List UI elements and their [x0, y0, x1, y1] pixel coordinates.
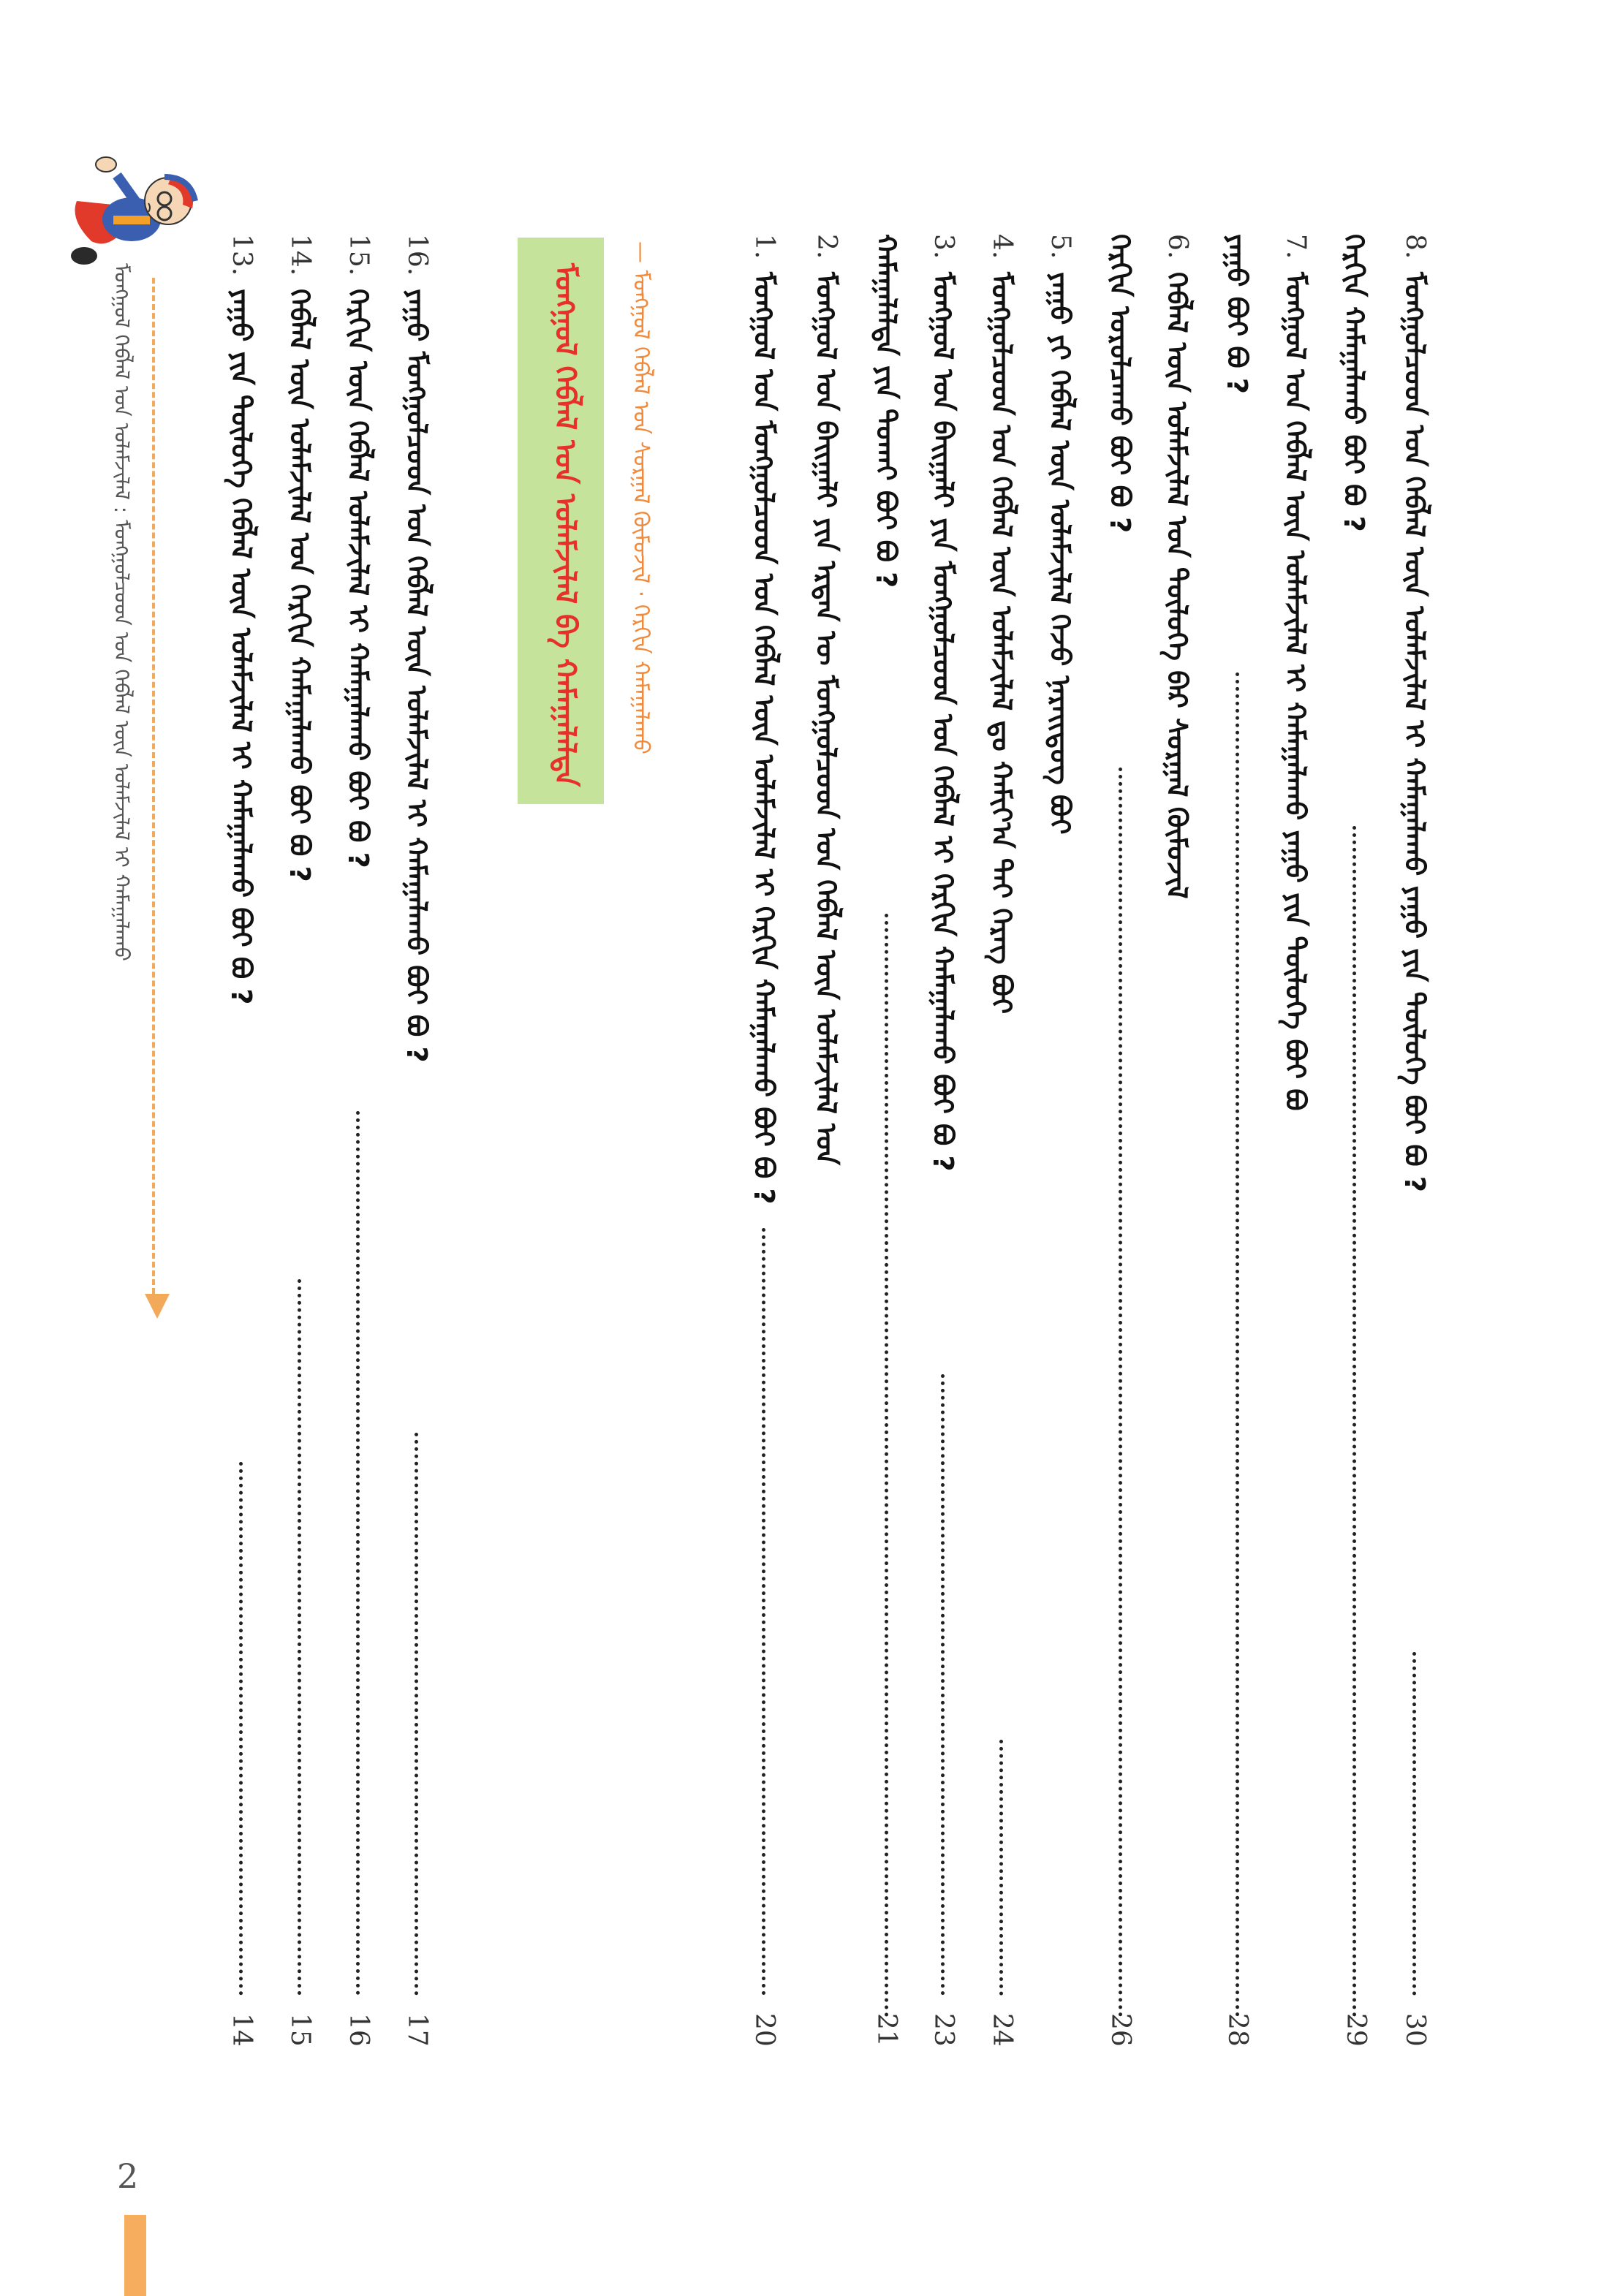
entry-page: 26	[1105, 2013, 1135, 2047]
entry-page: 21	[871, 2013, 901, 2047]
entry-title: ᠮᠣᠩᠭᠣᠯ ᠤᠨ ᠪᠠᠢᠭᠠᠯᠢ ᠶᠢᠨ ᠮᠣᠩᠭᠣᠯᠴᠤᠳ ᠤᠨ ᠬᠡᠪᠯᠡᠯ ᠢ ᠬᠡᠷᠬᠢᠨ ᠬᠠᠮᠠᠭᠠᠯᠠᠬᠤ ᠪᠤᠢ ᠪᠤ ?	[927, 272, 959, 1172]
entry-number: 1.	[749, 234, 779, 259]
leader-dots	[415, 1433, 423, 1996]
leader-dots	[298, 1279, 306, 1996]
entry-page: 14	[227, 2013, 257, 2047]
toc-entry[interactable]	[742, 234, 786, 2047]
running-footer: ᠮᠣᠩᠭᠣᠯ ᠬᠡᠪᠯᠡᠯ ᠤᠨ ᠤᠯᠠᠮᠵᠢᠯᠠᠯ : ᠮᠣᠩᠭᠣᠯᠴᠤᠳ ᠤᠨ ᠬᠡᠪᠯᠡᠯ ᠦᠨ ᠤᠯᠠᠮᠵᠢᠯᠠᠯ ᠢ ᠬᠠᠮᠠᠭᠠᠯᠠᠬᠤ	[110, 263, 134, 961]
toc-entry[interactable]	[219, 234, 263, 2047]
entry-number: 15.	[344, 234, 374, 276]
entry-title: ᠮᠣᠩᠭᠣᠯᠴᠤᠳ ᠤᠨ ᠬᠡᠪᠯᠡᠯ ᠦᠨ ᠤᠯᠠᠮᠵᠢᠯᠠᠯ ᠢ ᠬᠠᠮᠠᠭᠠᠯᠠᠬᠤ ᠶᠠᠭᠤ ᠶᠢᠨ ᠲᠥᠯᠦᠭᠡ ᠪᠤᠢ ᠪᠤ ?	[1399, 272, 1431, 1193]
leader-dots	[1352, 826, 1361, 2017]
leader-dots	[999, 1740, 1007, 1996]
section-subtitle: — ᠮᠣᠩᠭᠣᠯ ᠬᠡᠪᠯᠡᠯ ᠤᠨ ᠰᠤᠷᠭᠠᠯ ᠬᠥᠮᠦᠵᠢᠯ · ᠬᠡᠷᠬᠢᠨ ᠬᠠᠮᠠᠭᠠᠯᠠᠬᠤ	[628, 241, 654, 755]
entry-continuation: ᠶᠠᠭᠤ ᠪᠤᠢ ᠪᠤ ?	[1221, 234, 1253, 394]
entry-continuation: ᠬᠠᠮᠠᠭᠠᠯᠠᠯᠲᠠ ᠶᠢᠨ ᠲᠣᠬᠠᠢ ᠪᠤᠢ ᠪᠤ ?	[870, 234, 902, 588]
leader-dots	[1119, 768, 1127, 2017]
entry-title: ᠮᠣᠩᠭᠣᠯ ᠤᠨ ᠪᠠᠢᠭᠠᠯᠢ ᠶᠢᠨ ᠡᠷᠲᠡᠨ ᠦ ᠮᠣᠩᠭᠣᠯᠴᠤᠳ ᠤᠨ ᠬᠡᠪᠯᠡᠯ ᠦᠨ ᠤᠯᠠᠮᠵᠢᠯᠠᠯ ᠤᠨ	[810, 272, 842, 1166]
toc-entry[interactable]	[921, 234, 965, 2047]
entry-continuation: ᠬᠡᠷᠬᠢᠨ ᠬᠠᠮᠠᠭᠠᠯᠠᠬᠤ ᠪᠤᠢ ᠪᠤ ?	[1338, 234, 1370, 532]
page-accent-bar	[124, 2215, 146, 2296]
entry-page: 28	[1222, 2013, 1252, 2047]
entry-title: ᠮᠣᠩᠭᠣᠯ ᠤᠨ ᠬᠡᠪᠯᠡᠯ ᠦᠨ ᠤᠯᠠᠮᠵᠢᠯᠠᠯ ᠢ ᠬᠠᠮᠠᠭᠠᠯᠠᠬᠤ ᠶᠠᠭᠤ ᠶᠢᠨ ᠲᠥᠯᠦᠭᠡ ᠪᠤᠢ ᠪᠤ	[1279, 272, 1312, 1111]
entry-page: 24	[987, 2013, 1017, 2047]
leader-dots	[941, 1374, 949, 1996]
leader-dots	[356, 1111, 364, 1996]
leader-dots	[762, 1228, 770, 1996]
entry-title: ᠬᠡᠪᠯᠡᠯ ᠦᠨ ᠤᠯᠠᠮᠵᠢᠯᠠᠯ ᠤᠨ ᠲᠥᠯᠦᠭᠡ ᠪᠡᠷ ᠰᠤᠷᠭᠠᠯ ᠬᠥᠮᠦᠵᠢᠯ	[1161, 272, 1193, 899]
entry-continuation: ᠬᠡᠷᠬᠢᠨ ᠤᠷᠤᠯᠴᠠᠬᠤ ᠪᠤᠢ ᠪᠤ ?	[1104, 234, 1136, 534]
entry-title: ᠮᠣᠩᠭᠣᠯ ᠤᠨ ᠮᠣᠩᠭᠣᠯᠴᠤᠳ ᠤᠨ ᠬᠡᠪᠯᠡᠯ ᠦᠨ ᠤᠯᠠᠮᠵᠢᠯᠠᠯ ᠢ ᠬᠡᠷᠬᠢᠨ ᠬᠠᠮᠠᠭᠠᠯᠠᠬᠤ ᠪᠤᠢ ᠪᠤ ?	[748, 272, 780, 1205]
page-number: 2	[117, 2156, 139, 2196]
toc-entry[interactable]	[1393, 234, 1437, 2047]
toc-entry[interactable]	[278, 234, 322, 2047]
entry-number: 16.	[402, 234, 432, 276]
entry-title: ᠶᠠᠭᠤ ᠮᠣᠩᠭᠣᠯᠴᠤᠳ ᠤᠨ ᠬᠡᠪᠯᠡᠯ ᠦᠨ ᠤᠯᠠᠮᠵᠢᠯᠠᠯ ᠢ ᠬᠠᠮᠠᠭᠠᠯᠠᠬᠤ ᠪᠤᠢ ᠪᠤ ?	[401, 289, 433, 1063]
leader-dots	[885, 914, 893, 2017]
leader-dots	[1236, 672, 1244, 2017]
entry-page: 30	[1400, 2013, 1430, 2047]
entry-page: 16	[344, 2013, 374, 2047]
toc-entry[interactable]	[395, 234, 439, 2047]
entry-title: ᠮᠣᠩᠭᠣᠯᠴᠤᠳ ᠤᠨ ᠬᠡᠪᠯᠡᠯ ᠦᠨ ᠤᠯᠠᠮᠵᠢᠯᠠᠯ ᠳᠤ ᠬᠠᠮᠢᠶ᠎ᠠ ᠲᠠᠢ ᠬᠡᠷᠡᠭ ᠪᠤᠢ	[985, 272, 1018, 1015]
entry-page: 23	[928, 2013, 958, 2047]
entry-title: ᠶᠠᠭᠤ ᠶᠢ ᠬᠡᠪᠯᠡᠯ ᠦᠨ ᠤᠯᠠᠮᠵᠢᠯᠠᠯ ᠭᠡᠵᠦ ᠨᠡᠷᠡᠢᠳᠦᠭ ᠪᠤᠢ	[1044, 272, 1076, 835]
entry-number: 8.	[1400, 234, 1430, 259]
entry-title: ᠬᠡᠪᠯᠡᠯ ᠦᠨ ᠤᠯᠠᠮᠵᠢᠯᠠᠯ ᠤᠨ ᠬᠡᠷᠬᠢᠨ ᠬᠠᠮᠠᠭᠠᠯᠠᠬᠤ ᠪᠤᠢ ᠪᠤ ?	[284, 289, 316, 882]
entry-page: 20	[749, 2013, 779, 2047]
entry-page: 29	[1341, 2013, 1371, 2047]
entry-number: 5.	[1045, 234, 1075, 259]
footer-dashed-line	[152, 278, 155, 1294]
leader-dots	[1412, 1652, 1420, 1996]
entry-page: 15	[285, 2013, 315, 2047]
entry-number: 14.	[285, 234, 315, 276]
entry-number: 2.	[812, 234, 841, 259]
footer-triangle-icon	[145, 1294, 170, 1319]
entry-number: 4.	[987, 234, 1017, 259]
entry-number: 3.	[928, 234, 958, 259]
toc-entry[interactable]	[336, 234, 380, 2047]
entry-number: 13.	[227, 234, 257, 276]
section-heading: ᠮᠣᠩᠭᠣᠯ ᠬᠡᠪᠯᠡᠯ ᠤᠨ ᠤᠯᠠᠮᠵᠢᠯᠠᠯ ᠪᠠ ᠬᠠᠮᠠᠭᠠᠯᠠᠯᠲᠠ	[548, 263, 582, 787]
toc-entry[interactable]	[980, 234, 1024, 2047]
mascot-illustration	[62, 132, 223, 270]
entry-title: ᠬᠡᠷᠬᠢᠨ ᠦᠨ ᠬᠡᠪᠯᠡᠯ ᠤᠯᠠᠮᠵᠢᠯᠠᠯ ᠢ ᠬᠠᠮᠠᠭᠠᠯᠠᠬᠤ ᠪᠤᠢ ᠪᠤ ?	[342, 289, 374, 868]
entry-number: 6.	[1162, 234, 1192, 259]
entry-number: 7.	[1281, 234, 1311, 259]
leader-dots	[239, 1462, 247, 1996]
entry-page: 17	[402, 2013, 432, 2047]
entry-title: ᠶᠠᠭᠤ ᠶᠢᠨ ᠲᠥᠯᠦᠭᠡ ᠬᠡᠪᠯᠡᠯ ᠦᠨ ᠤᠯᠠᠮᠵᠢᠯᠠᠯ ᠢ ᠬᠠᠮᠠᠭᠠᠯᠠᠬᠤ ᠪᠤᠢ ᠪᠤ ?	[225, 289, 257, 1005]
